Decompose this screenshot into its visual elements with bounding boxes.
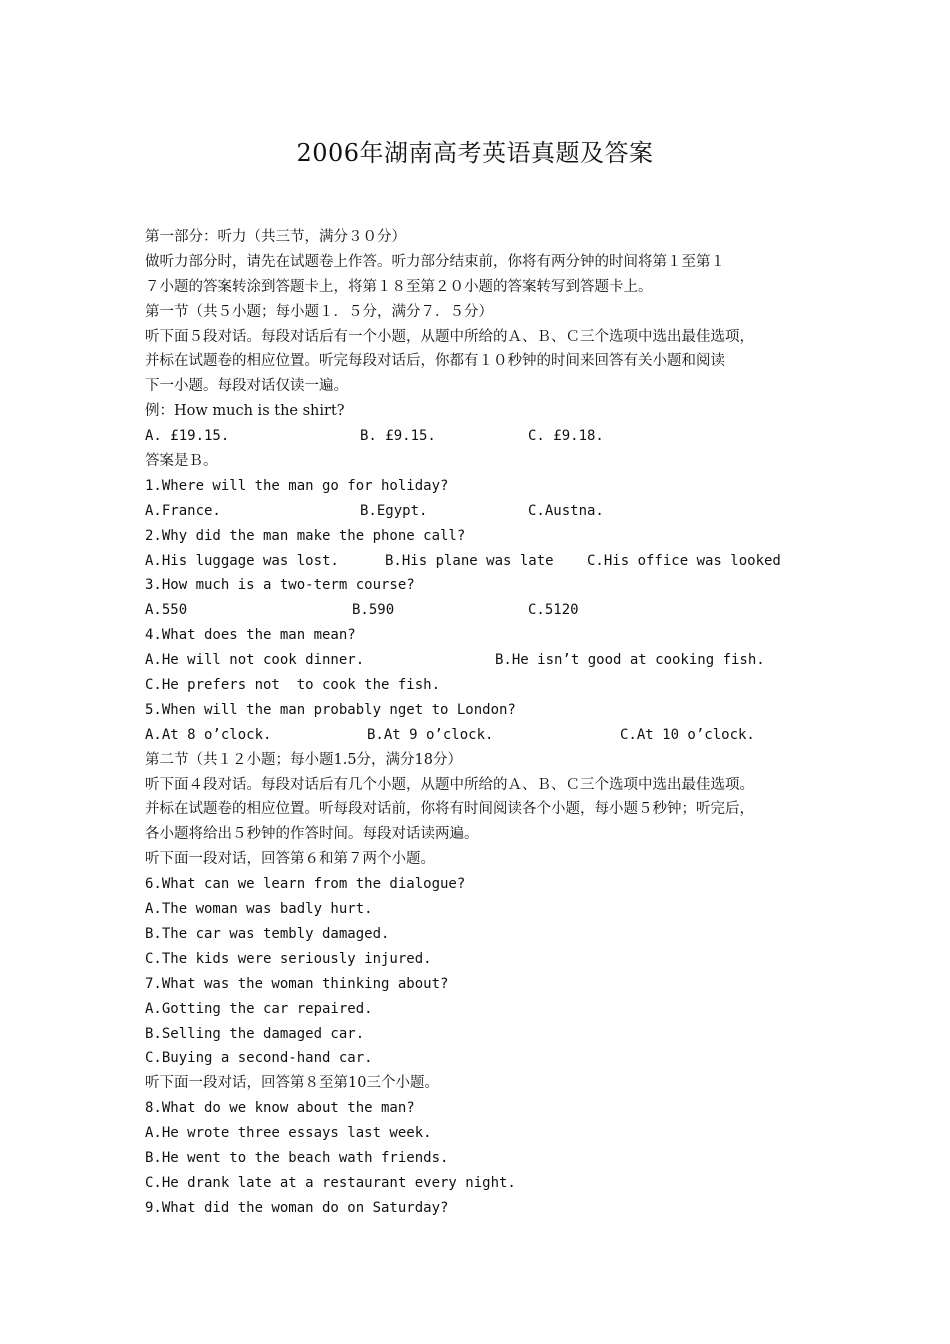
text-line: B.He went to the beach wath friends. — [145, 1149, 449, 1166]
option-c: C.5120 — [528, 602, 579, 619]
option-b: B. £9.15. — [360, 428, 436, 445]
options-line — [145, 549, 835, 574]
text-line: A.The woman was badly hurt. — [145, 901, 373, 918]
text-line: 做听力部分时，请先在试题卷上作答。听力部分结束前，你将有两分钟的时间将第１至第１ — [145, 253, 725, 270]
text-line: 各小题将给出５秒钟的作答时间。每段对话读两遍。 — [145, 826, 479, 843]
text-line: 7.What was the woman thinking about? — [145, 975, 449, 992]
document-body — [145, 225, 835, 1221]
options-line — [145, 424, 835, 449]
text-line: 5.When will the man probably nget to London? — [145, 701, 516, 718]
option-b: B.Egypt. — [360, 502, 428, 519]
text-line: 例：How much is the shirt? — [145, 403, 345, 420]
text-line: C.He drank late at a restaurant every night. — [145, 1174, 516, 1191]
option-c: C.At 10 o’clock. — [620, 726, 755, 743]
options-line — [145, 499, 835, 524]
option-b: B.His plane was late — [385, 552, 554, 569]
option-b: B.590 — [352, 602, 395, 619]
options-line — [145, 598, 835, 623]
option-c: C. £9.18. — [528, 428, 604, 445]
text-line: 1.Where will the man go for holiday? — [145, 477, 449, 494]
text-line: ７小题的答案转涂到答题卡上，将第１８至第２０小题的答案转写到答题卡上。 — [145, 278, 653, 295]
option-a: A.550 — [145, 602, 188, 619]
option-a: A.At 8 o’clock. — [145, 726, 272, 743]
text-line: 2.Why did the man make the phone call? — [145, 527, 466, 544]
text-line: 下一小题。每段对话仅读一遍。 — [145, 378, 348, 395]
text-line: 答案是Ｂ。 — [145, 453, 218, 470]
document-title: 2006年湖南高考英语真题及答案 — [296, 139, 654, 167]
option-c: C.Austna. — [528, 502, 604, 519]
text-line: 听下面一段对话，回答第８至第10三个小题。 — [145, 1075, 439, 1092]
text-line: 9.What did the woman do on Saturday? — [145, 1199, 449, 1216]
option-a: A.France. — [145, 502, 221, 519]
text-line: C.The kids were seriously injured. — [145, 950, 432, 967]
options-line — [145, 723, 835, 748]
text-line: 第一节（共５小题；每小题１．５分，满分７．５分） — [145, 303, 493, 320]
text-line: 3.How much is a two-term course? — [145, 577, 415, 594]
options-line — [145, 648, 835, 673]
text-line: 第二节（共１２小题；每小题1.5分，满分18分） — [145, 751, 463, 768]
option-a: A.His luggage was lost. — [145, 552, 339, 569]
option-a: A. £19.15. — [145, 428, 230, 445]
text-line: C.He prefers not to cook the fish. — [145, 677, 441, 694]
text-line: 听下面５段对话。每段对话后有一个小题，从题中所给的Ａ、Ｂ、Ｃ三个选项中选出最佳选项， — [145, 328, 754, 345]
text-line: C.Buying a second-hand car. — [145, 1050, 373, 1067]
text-line: 并标在试题卷的相应位置。听完每段对话后，你都有１０秒钟的时间来回答有关小题和阅读 — [145, 353, 725, 370]
text-line: A.Gotting the car repaired. — [145, 1000, 373, 1017]
text-line: B.The car was tembly damaged. — [145, 925, 390, 942]
text-line: A.He wrote three essays last week. — [145, 1125, 432, 1142]
option-c: C.His office was looked — [587, 552, 781, 569]
option-b: B.At 9 o’clock. — [367, 726, 494, 743]
text-line: B.Selling the damaged car. — [145, 1025, 365, 1042]
option-b: B.He isn’t good at cooking fish. — [495, 652, 765, 669]
text-line: 听下面４段对话。每段对话后有几个小题，从题中所给的Ａ、Ｂ、Ｃ三个选项中选出最佳选项。 — [145, 776, 754, 793]
option-a: A.He will not cook dinner. — [145, 652, 365, 669]
text-line: 8.What do we know about the man? — [145, 1100, 415, 1117]
text-line: 听下面一段对话，回答第６和第７两个小题。 — [145, 851, 435, 868]
text-line: 第一部分：听力（共三节，满分３０分） — [145, 229, 406, 245]
text-line: 4.What does the man mean? — [145, 627, 356, 644]
text-line: 6.What can we learn from the dialogue? — [145, 876, 466, 893]
text-line: 并标在试题卷的相应位置。听每段对话前，你将有时间阅读各个小题，每小题５秒钟；听完后， — [145, 801, 754, 818]
